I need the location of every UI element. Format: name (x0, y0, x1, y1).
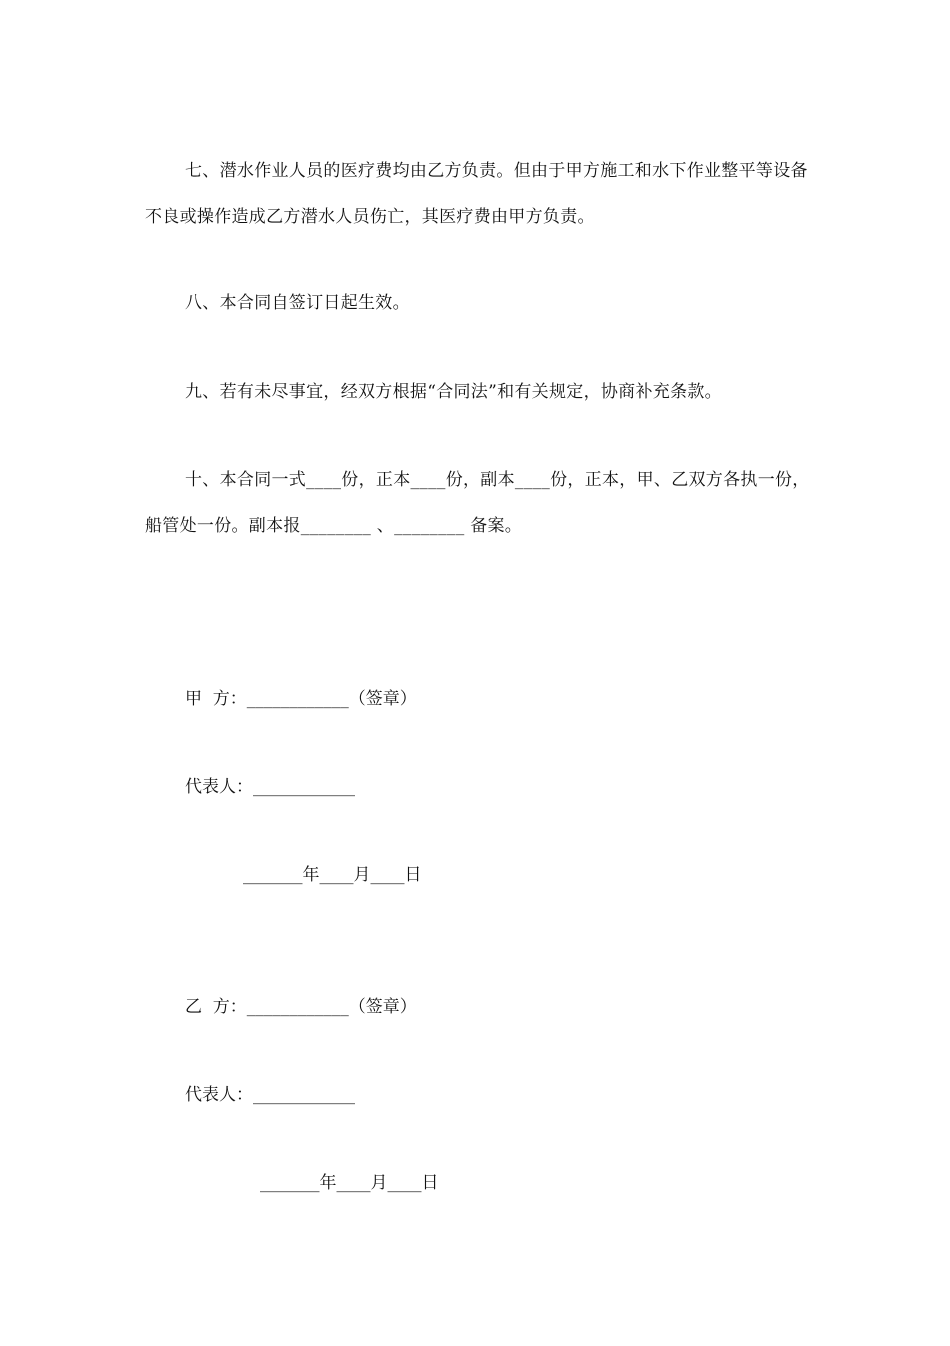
clause-9: 九、若有未尽事宜，经双方根据“合同法”和有关规定，协商补充条款。 (185, 382, 722, 402)
party-b-representative-line: 代表人：____________ (185, 1085, 355, 1105)
party-b-date-line: _______年____月____日 (260, 1173, 439, 1193)
party-a-date-line: _______年____月____日 (243, 865, 422, 885)
clause-7: 七、潜水作业人员的医疗费均由乙方负责。但由于甲方施工和水下作业整平等设备不良或操作造成乙方潜水人员伤亡，其医疗费由甲方负责。 (145, 161, 808, 227)
party-b-signature-line: 乙 方：____________（签章） (185, 997, 417, 1017)
party-a-signature-line: 甲 方：____________（签章） (185, 689, 417, 709)
clause-10: 十、本合同一式____份，正本____份，副本____份，正本，甲、乙双方各执一份，船管处一份。副本报________ 、________ 备案。 (145, 470, 810, 536)
clause-8: 八、本合同自签订日起生效。 (185, 293, 410, 313)
party-a-representative-line: 代表人：____________ (185, 777, 355, 797)
